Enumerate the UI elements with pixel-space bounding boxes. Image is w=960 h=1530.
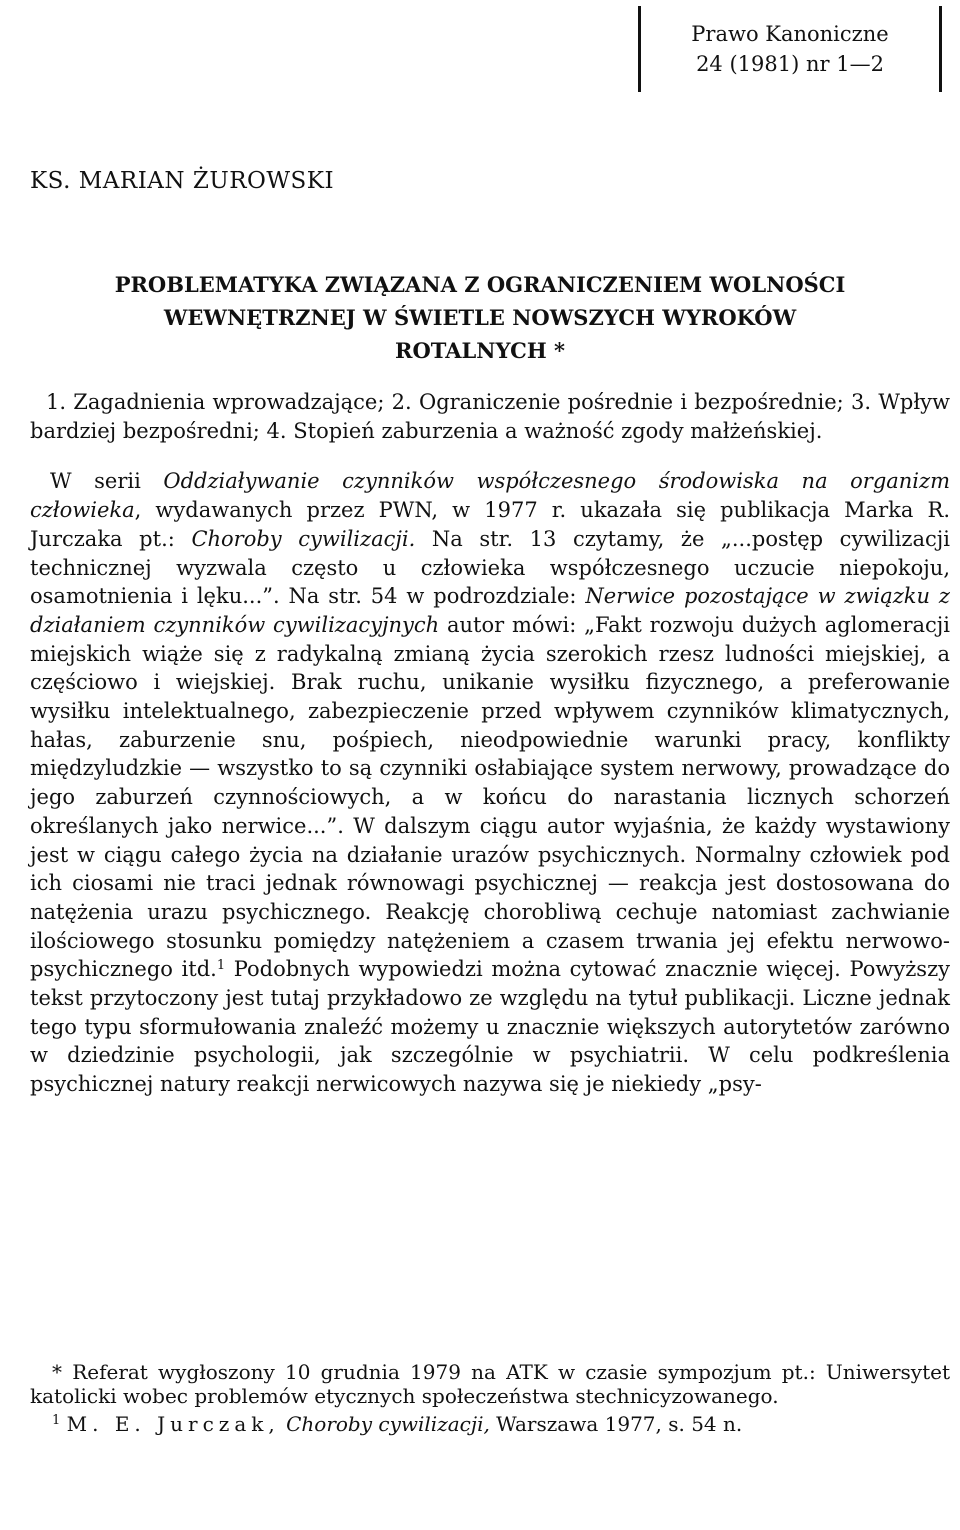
title-line-2: WEWNĘTRZNEJ W ŚWIETLE NOWSZYCH WYROKÓW: [163, 305, 797, 330]
footnotes: [30, 1360, 950, 1436]
series-title: Oddziaływanie czynników współczesnego środowiska na organizm człowieka: [30, 469, 950, 523]
table-of-contents: 1. Zagadnienia wprowadzające; 2. Ograniczenie pośrednie i bezpośrednie; 3. Wpływ bardziej bezpośredni; 4. Stopień zaburzenia a ważność zgody małżeńskiej.: [30, 390, 950, 443]
book-title: Choroby cywilizacji.: [191, 526, 416, 551]
subchapter-title: Nerwice pozostające w związku z działaniem czynników cywilizacyjnych: [30, 584, 950, 637]
footnote-ref-1: 1: [216, 958, 226, 974]
footnote-1-number: 1: [52, 1413, 61, 1428]
para-text-2: , wydawanych przez PWN, w 1977 r. ukazała się publikacja Marka R. Jurczaka pt.:: [30, 498, 950, 551]
title-line-1: PROBLEMATYKA ZWIĄZANA Z OGRANICZENIEM WOLNOŚCI: [114, 272, 846, 297]
article-title: [30, 268, 930, 367]
para-text-5: Podobnych wypowiedzi można cytować znacznie więcej. Powyższy tekst przytoczony jest tutaj przykładowo ze względu na tytuł publikacji. Liczne jednak tego typu sformułowania znaleźć możemy u znacznie większych autorytetów zarówno w dziedzinie psychologii, jak szczególnie w psychiatrii. W celu podkreślenia psychicznej natury reakcji nerwicowych nazywa się je niekiedy „psy-: [30, 957, 950, 1097]
journal-name: Prawo Kanoniczne: [691, 22, 889, 46]
footnote-1: [30, 1412, 950, 1436]
para-text-3: Na str. 13 czytamy, że „...postęp cywilizacji technicznej wyzwala często u człowieka współczesnego uczucie niepokoju, osamotnienia i lęku...”. Na str. 54 w podrozdziale:: [30, 526, 951, 609]
footnote-1-author: M. E. Jurczak,: [66, 1412, 280, 1436]
footnote-1-title: Choroby cywilizacji,: [286, 1412, 490, 1436]
footnote-star: * Referat wygłoszony 10 grudnia 1979 na ATK w czasie sympozjum pt.: Uniwersytet katolicki wobec problemów etycznych społeczeństwa stechnicyzowanego.: [30, 1360, 950, 1408]
body-paragraph: [30, 467, 950, 1098]
journal-issue: 24 (1981) nr 1—2: [696, 52, 884, 76]
para-text-1: W serii: [50, 469, 164, 494]
author-name: KS. MARIAN ŻUROWSKI: [30, 168, 335, 194]
footnote-1-rest: Warszawa 1977, s. 54 n.: [489, 1412, 743, 1436]
para-text-4: autor mówi: „Fakt rozwoju dużych aglomeracji miejskich wiąże się z radykalną zmianą życia szerokich rzesz ludności miejskiej, a częściowo i wiejskiej. Brak ruchu, unikanie wysiłku fizycznego, a preferowanie wysiłku intelektualnego, zabezpieczenie przed wpływem czynników klimatycznych, hałas, zaburzenie snu, pośpiech, nieodpowiednie warunki pracy, konflikty międzyludzkie — wszystko to są czynniki osłabiające system nerwowy, prowadzące do jego zaburzeń czynnościowych, a w końcu do narastania licznych schorzeń określanych jako nerwice...”. W dalszym ciągu autor wyjaśnia, że każdy wystawiony jest w ciągu całego życia na działanie urazów psychicznych. Normalny człowiek pod ich ciosami nie traci jednak równowagi psychicznej — reakcja jest dostosowana do natężenia urazu psychicznego. Reakcję chorobliwą cechuje natomiast zachwianie ilościowego stosunku pomiędzy natężeniem a czasem trwania jej efektu nerwowo-psychicznego itd.: [30, 612, 950, 982]
article-body: [30, 388, 950, 1099]
title-line-3: ROTALNYCH *: [395, 338, 565, 363]
journal-header: [638, 6, 942, 92]
